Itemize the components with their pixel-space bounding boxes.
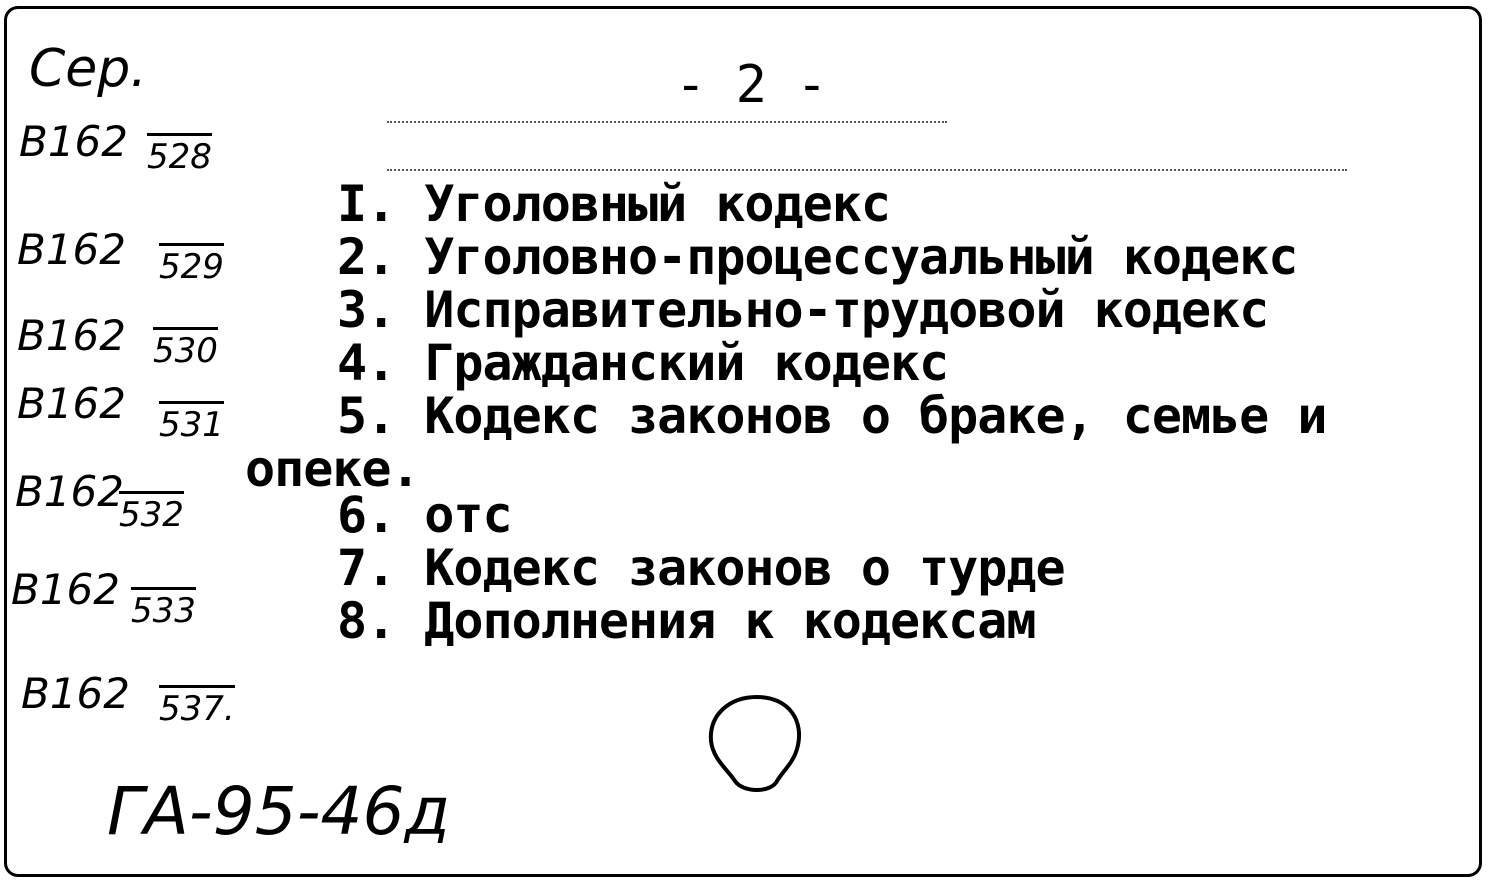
- dotted-line: [387, 169, 1347, 171]
- shelfmark-code: B162: [17, 311, 126, 360]
- archive-code: ГА-95-46д: [107, 773, 451, 850]
- shelfmark-number: 537.: [159, 685, 235, 726]
- shelfmark-number: 528: [147, 133, 212, 174]
- shelfmark-code: B162: [19, 117, 128, 166]
- list-item-continuation: опеке.: [245, 440, 420, 498]
- list-item: 7. Кодекс законов о турде: [337, 539, 1065, 597]
- page-number: - 2 -: [675, 55, 827, 115]
- list-item: 2. Уголовно-процессуальный кодекс: [337, 228, 1298, 286]
- shelfmark-code: B162: [11, 565, 120, 614]
- shelfmark-code: B162: [21, 669, 130, 718]
- list-item: 8. Дополнения к кодексам: [337, 592, 1036, 650]
- list-item: 5. Кодекс законов о браке, семье и: [337, 387, 1327, 445]
- shelfmark-code: B162: [17, 379, 126, 428]
- shelfmark-code: B162: [17, 225, 126, 274]
- punch-hole-icon: [697, 689, 817, 809]
- shelfmark-number: 531: [159, 401, 224, 442]
- shelfmark-number: 529: [159, 243, 224, 284]
- list-item: 3. Исправительно-трудовой кодекс: [337, 281, 1269, 339]
- dotted-line: [387, 121, 947, 123]
- shelfmark-number: 532: [119, 491, 184, 532]
- shelfmark-number: 533: [131, 587, 196, 628]
- shelfmark-code: B162: [15, 467, 124, 516]
- list-item: I. Уголовный кодекс: [337, 175, 890, 233]
- catalog-card: [4, 6, 1482, 877]
- series-note: Сер.: [29, 39, 147, 99]
- shelfmark-number: 530: [153, 327, 218, 368]
- list-item: 6. отс: [337, 486, 512, 544]
- list-item: 4. Гражданский кодекс: [337, 334, 949, 392]
